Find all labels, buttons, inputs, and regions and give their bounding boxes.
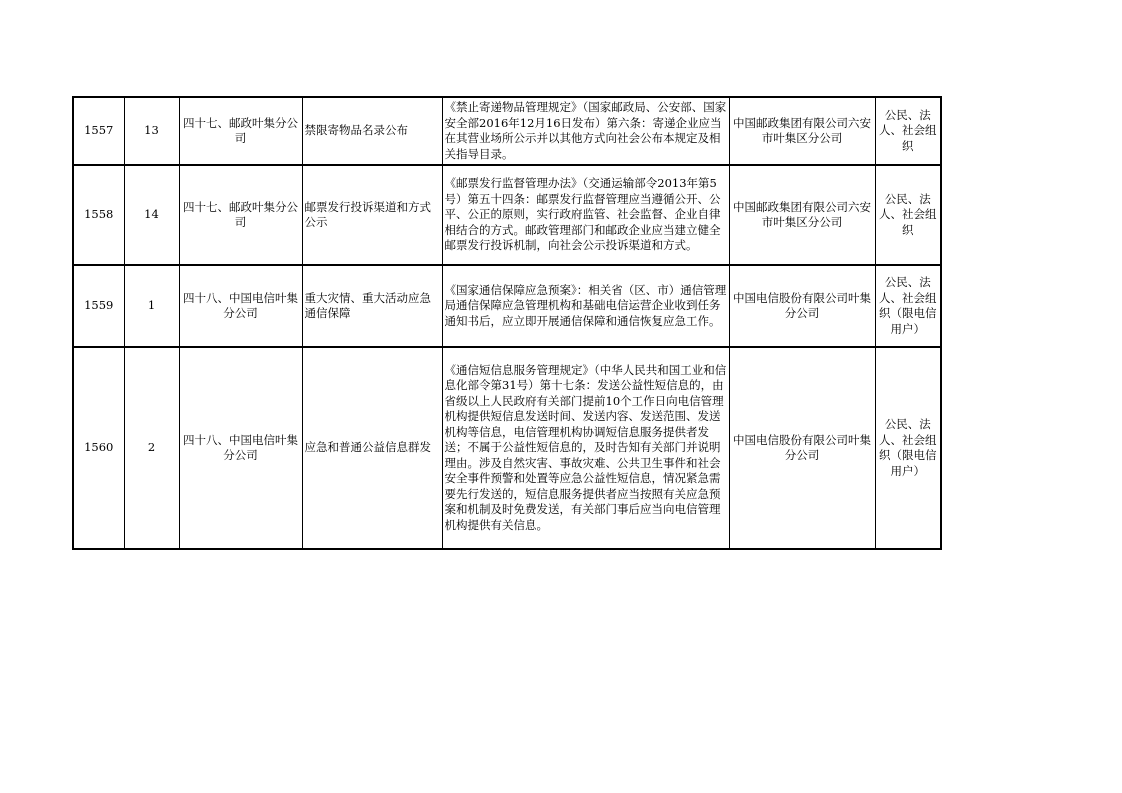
target-cell: 公民、法人、社会组织 [875,165,941,265]
responsible-unit-cell: 中国邮政集团有限公司六安市叶集区分公司 [729,97,875,165]
item-cell: 重大灾情、重大活动应急通信保障 [302,265,442,347]
target-cell: 公民、法人、社会组织 [875,97,941,165]
row-sub-number: 13 [124,97,179,165]
table-row [73,265,941,347]
row-sub-number: 1 [124,265,179,347]
responsible-unit-cell: 中国电信股份有限公司叶集分公司 [729,347,875,549]
department-cell: 四十七、邮政叶集分公司 [179,165,302,265]
row-number: 1557 [73,97,124,165]
row-sub-number: 14 [124,165,179,265]
disclosure-table [72,96,942,550]
responsible-unit-cell: 中国电信股份有限公司叶集分公司 [729,265,875,347]
legal-basis-cell: 《国家通信保障应急预案》：相关省（区、市）通信管理局通信保障应急管理机构和基础电信运营企业收到任务通知书后，应立即开展通信保障和通信恢复应急工作。 [442,265,729,347]
item-cell: 应急和普通公益信息群发 [302,347,442,549]
responsible-unit-cell: 中国邮政集团有限公司六安市叶集区分公司 [729,165,875,265]
target-cell: 公民、法人、社会组织（限电信用户） [875,265,941,347]
table-row [73,347,941,549]
legal-basis-cell: 《邮票发行监督管理办法》（交通运输部令2013年第5号）第五十四条：邮票发行监督管理应当遵循公开、公平、公正的原则，实行政府监管、社会监督、企业自律相结合的方式。邮政管理部门和邮政企业应当建立健全邮票发行投诉机制，向社会公示投诉渠道和方式。 [442,165,729,265]
row-sub-number: 2 [124,347,179,549]
row-number: 1559 [73,265,124,347]
department-cell: 四十七、邮政叶集分公司 [179,97,302,165]
legal-basis-cell: 《禁止寄递物品管理规定》（国家邮政局、公安部、国家安全部2016年12月16日发布）第六条：寄递企业应当在其营业场所公示并以其他方式向社会公布本规定及相关指导目录。 [442,97,729,165]
target-cell: 公民、法人、社会组织（限电信用户） [875,347,941,549]
row-number: 1558 [73,165,124,265]
department-cell: 四十八、中国电信叶集分公司 [179,265,302,347]
item-cell: 邮票发行投诉渠道和方式公示 [302,165,442,265]
legal-basis-cell: 《通信短信息服务管理规定》（中华人民共和国工业和信息化部令第31号）第十七条：发送公益性短信息的，由省级以上人民政府有关部门提前10个工作日向电信管理机构提供短信息发送时间、发送内容、发送范围、发送机构等信息，电信管理机构协调短信息服务提供者发送；不属于公益性短信息的，及时告知有关部门并说明理由。涉及自然灾害、事故灾难、公共卫生事件和社会安全事件预警和处置等应急公益性短信息，情况紧急需要先行发送的，短信息服务提供者应当按照有关应急预案和机制及时免费发送，有关部门事后应当向电信管理机构提供有关信息。 [442,347,729,549]
table-row [73,97,941,165]
department-cell: 四十八、中国电信叶集分公司 [179,347,302,549]
item-cell: 禁限寄物品名录公布 [302,97,442,165]
row-number: 1560 [73,347,124,549]
table-row [73,165,941,265]
